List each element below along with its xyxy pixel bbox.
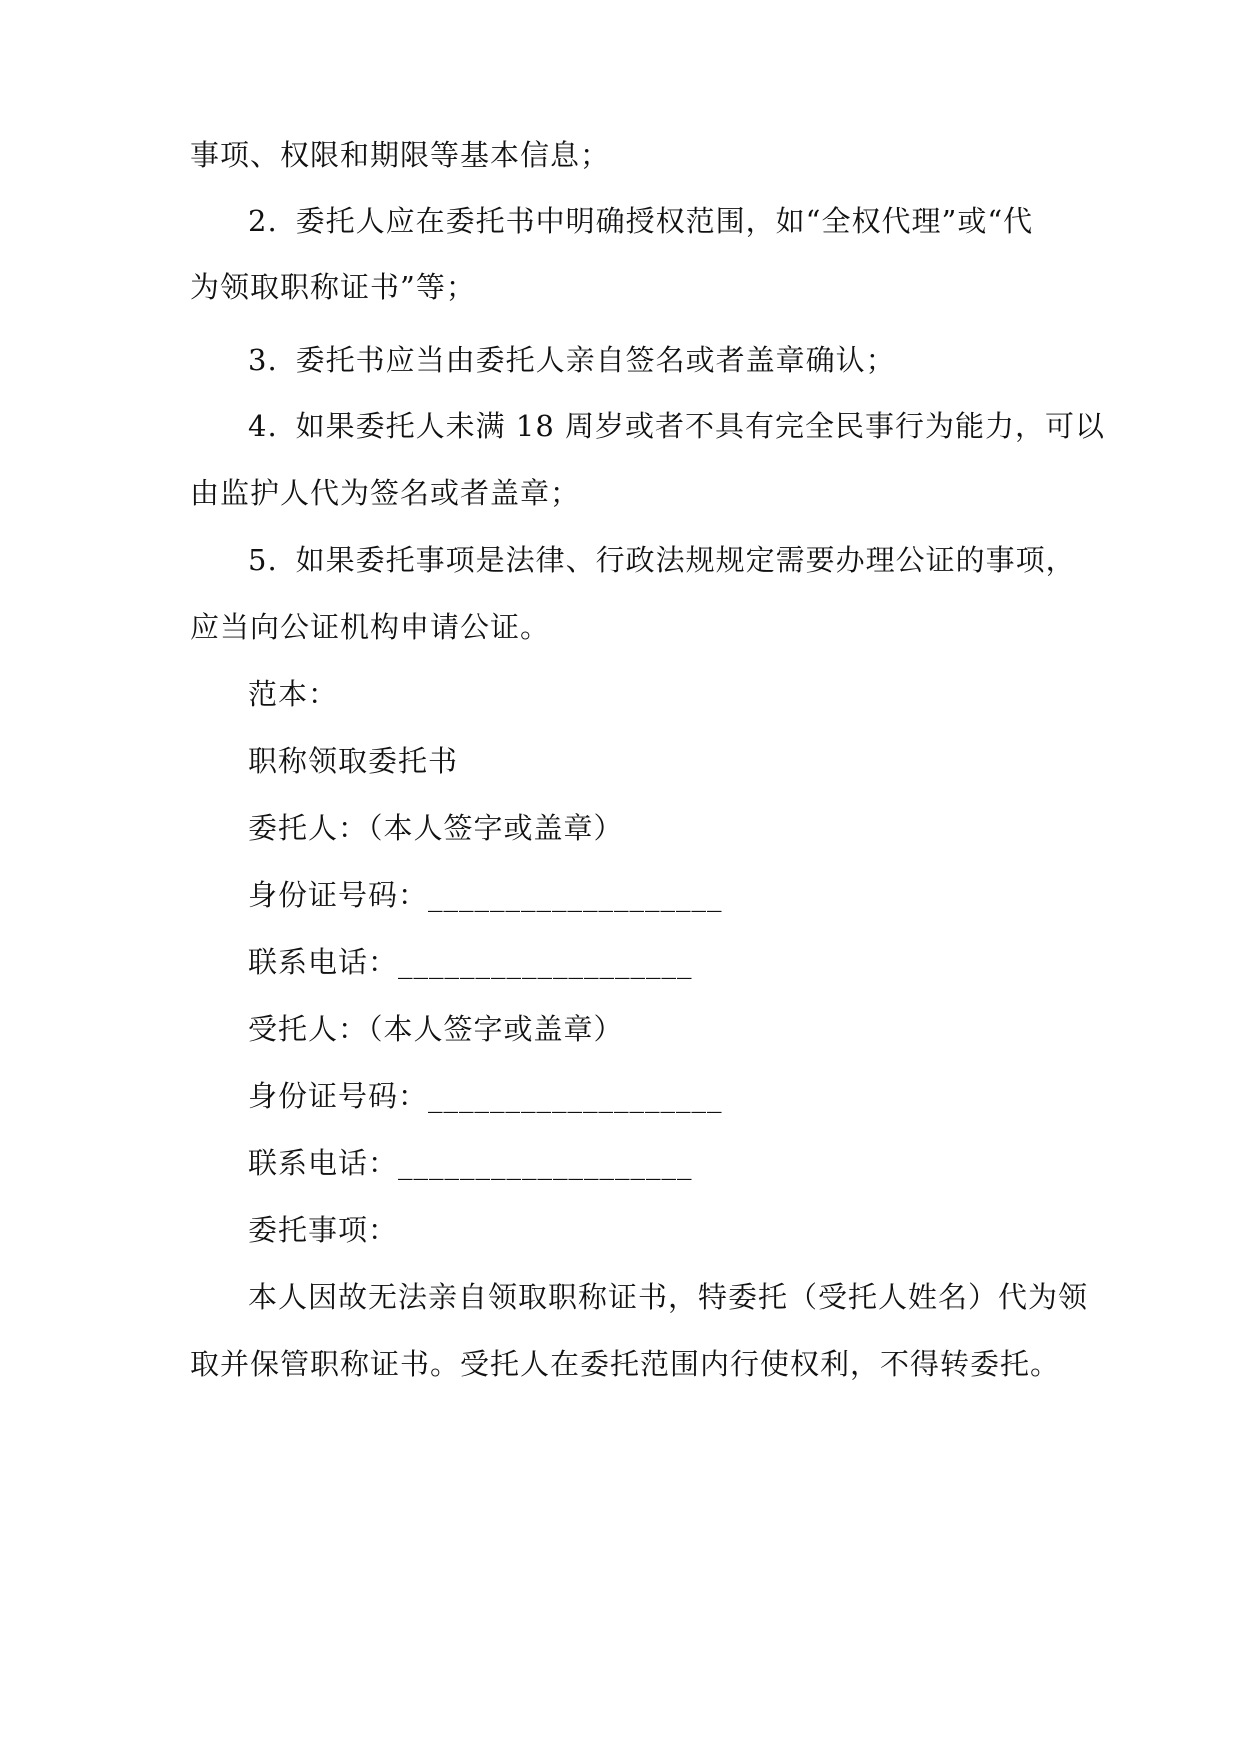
matters-line-2: 取并保管职称证书。受托人在委托范围内行使权利，不得转委托。 (190, 1347, 1061, 1381)
paragraph-3-line-1 (248, 340, 896, 380)
matters-line-1: 本人因故无法亲自领取职称证书，特委托（受托人姓名）代为领 (248, 1280, 1089, 1314)
list-number-3: 3. (248, 343, 278, 377)
paragraph-2-line-2: 为领取职称证书”等； (190, 270, 476, 304)
list-number-4: 4. (248, 409, 278, 443)
paragraph-4-line-1 (248, 406, 1105, 446)
paragraph-2-text: 委托人应在委托书中明确授权范围，如“全权代理”或“代 (295, 204, 1034, 238)
principal-line: 委托人：（本人签字或盖章） (248, 811, 624, 845)
list-number-2: 2. (248, 204, 278, 238)
agent-line: 受托人：（本人签字或盖章） (248, 1012, 624, 1046)
paragraph-3-text: 委托书应当由委托人亲自签名或者盖章确认； (295, 343, 896, 377)
paragraph-5-line-1 (248, 540, 1076, 580)
paragraph-5-line-2: 应当向公证机构申请公证。 (190, 610, 551, 644)
agent-id-line: 身份证号码：___________________ (248, 1079, 723, 1113)
list-number-5: 5. (248, 543, 278, 577)
paragraph-4-text: 如果委托人未满 18 周岁或者不具有完全民事行为能力，可以 (295, 409, 1106, 443)
principal-id-line: 身份证号码：___________________ (248, 878, 723, 912)
template-label: 范本： (248, 677, 339, 711)
paragraph-5-text: 如果委托事项是法律、行政法规规定需要办理公证的事项， (295, 543, 1076, 577)
template-title: 职称领取委托书 (248, 744, 459, 778)
matters-label: 委托事项： (248, 1213, 399, 1247)
principal-phone-line: 联系电话：___________________ (248, 945, 693, 979)
agent-phone-line: 联系电话：___________________ (248, 1146, 693, 1180)
paragraph-1-line-1: 事项、权限和期限等基本信息； (190, 138, 611, 172)
paragraph-2-line-1 (248, 201, 1033, 241)
paragraph-4-line-2: 由监护人代为签名或者盖章； (190, 476, 581, 510)
